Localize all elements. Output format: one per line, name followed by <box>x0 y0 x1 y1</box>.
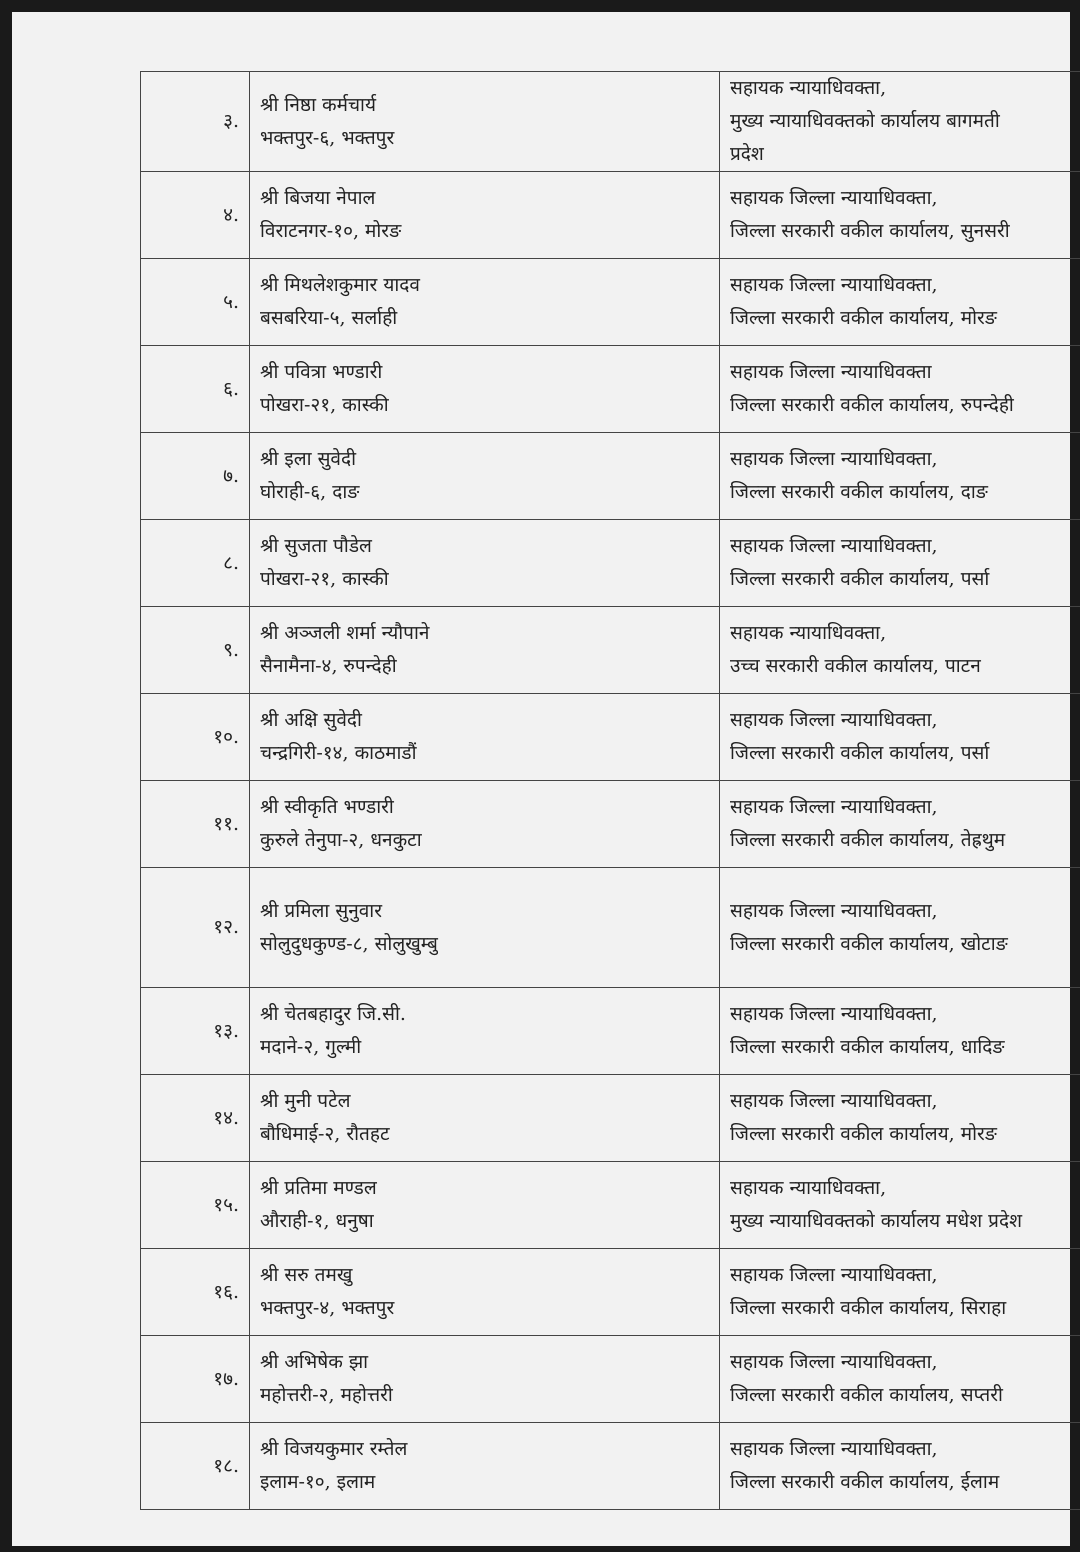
office-line: सहायक जिल्ला न्यायाधिवक्ता, <box>730 448 938 470</box>
person-name: श्री प्रमिला सुनुवार <box>260 899 382 922</box>
row-number: १४. <box>141 1075 250 1162</box>
row-number: १०. <box>141 694 250 781</box>
person-address: चन्द्रगिरी-१४, काठमाडौं <box>260 742 417 764</box>
table-row <box>141 1336 1080 1423</box>
office-line: जिल्ला सरकारी वकील कार्यालय, खोटाङ <box>730 932 1008 955</box>
person-cell <box>250 520 720 607</box>
person-cell <box>250 1423 720 1510</box>
person-name: श्री प्रतिमा मण्डल <box>260 1177 377 1199</box>
person-name: श्री स्वीकृति भण्डारी <box>260 796 394 818</box>
appointment-table <box>140 71 1080 1510</box>
office-cell <box>720 607 1080 694</box>
office-cell <box>720 781 1080 868</box>
office-cell <box>720 1075 1080 1162</box>
person-name: श्री अक्षि सुवेदी <box>260 709 362 731</box>
person-cell <box>250 1249 720 1336</box>
person-address: बौधिमाई-२, रौतहट <box>260 1123 390 1145</box>
table-row <box>141 1162 1080 1249</box>
row-number: १३. <box>141 988 250 1075</box>
office-line: सहायक न्यायाधिवक्ता, <box>730 622 887 644</box>
office-line: जिल्ला सरकारी वकील कार्यालय, सुनसरी <box>730 220 1010 242</box>
office-cell <box>720 172 1080 259</box>
person-name: श्री सुजता पौडेल <box>260 535 372 557</box>
office-line: मुख्य न्यायाधिवक्तको कार्यालय बागमती <box>730 110 1000 132</box>
person-name: श्री मिथलेशकुमार यादव <box>260 274 420 296</box>
office-cell <box>720 72 1080 172</box>
office-cell <box>720 1162 1080 1249</box>
office-line: जिल्ला सरकारी वकील कार्यालय, सप्तरी <box>730 1384 1003 1406</box>
person-cell <box>250 868 720 988</box>
person-cell <box>250 781 720 868</box>
office-cell <box>720 346 1080 433</box>
office-line: सहायक जिल्ला न्यायाधिवक्ता, <box>730 1003 938 1025</box>
person-address: सोलुदुधकुण्ड-८, सोलुखुम्बु <box>260 932 438 955</box>
office-cell <box>720 1249 1080 1336</box>
office-line: जिल्ला सरकारी वकील कार्यालय, सिराहा <box>730 1297 1007 1319</box>
office-line: सहायक जिल्ला न्यायाधिवक्ता, <box>730 899 938 922</box>
office-cell <box>720 988 1080 1075</box>
table-row <box>141 172 1080 259</box>
office-line: सहायक जिल्ला न्यायाधिवक्ता, <box>730 187 938 209</box>
office-line: सहायक जिल्ला न्यायाधिवक्ता, <box>730 709 938 731</box>
person-cell <box>250 1336 720 1423</box>
table-row <box>141 607 1080 694</box>
person-cell <box>250 1162 720 1249</box>
person-address: पोखरा-२१, कास्की <box>260 394 389 416</box>
table-row <box>141 72 1080 172</box>
person-cell <box>250 694 720 781</box>
person-address: औराही-१, धनुषा <box>260 1210 374 1232</box>
person-address: मदाने-२, गुल्मी <box>260 1036 362 1058</box>
office-cell <box>720 259 1080 346</box>
table-row <box>141 781 1080 868</box>
office-line: उच्च सरकारी वकील कार्यालय, पाटन <box>730 655 981 677</box>
office-line: मुख्य न्यायाधिवक्तको कार्यालय मधेश प्रदेश <box>730 1210 1022 1232</box>
office-cell <box>720 868 1080 988</box>
row-number: ८. <box>141 520 250 607</box>
office-line: सहायक जिल्ला न्यायाधिवक्ता, <box>730 1090 938 1112</box>
office-cell <box>720 1423 1080 1510</box>
office-line: सहायक जिल्ला न्यायाधिवक्ता, <box>730 1351 938 1373</box>
row-number: ४. <box>141 172 250 259</box>
table-row <box>141 1249 1080 1336</box>
row-number: १२. <box>141 868 250 988</box>
office-cell <box>720 433 1080 520</box>
row-number: १८. <box>141 1423 250 1510</box>
office-line: जिल्ला सरकारी वकील कार्यालय, रुपन्देही <box>730 394 1014 416</box>
table-row <box>141 988 1080 1075</box>
row-number: १७. <box>141 1336 250 1423</box>
person-name: श्री बिजया नेपाल <box>260 187 376 209</box>
office-cell <box>720 1336 1080 1423</box>
person-address: सैनामैना-४, रुपन्देही <box>260 655 397 677</box>
person-name: श्री निष्ठा कर्मचार्य <box>260 93 376 116</box>
office-line: जिल्ला सरकारी वकील कार्यालय, मोरङ <box>730 1123 997 1145</box>
person-address: भक्तपुर-४, भक्तपुर <box>260 1297 395 1319</box>
row-number: १६. <box>141 1249 250 1336</box>
office-line: जिल्ला सरकारी वकील कार्यालय, मोरङ <box>730 307 997 329</box>
row-number: ६. <box>141 346 250 433</box>
row-number: ७. <box>141 433 250 520</box>
person-name: श्री चेतबहादुर जि.सी. <box>260 1003 406 1025</box>
person-cell <box>250 988 720 1075</box>
person-address: भक्तपुर-६, भक्तपुर <box>260 126 395 149</box>
table-row <box>141 433 1080 520</box>
person-cell <box>250 172 720 259</box>
office-line: जिल्ला सरकारी वकील कार्यालय, तेह्रथुम <box>730 829 1006 851</box>
person-name: श्री विजयकुमार रम्तेल <box>260 1438 408 1460</box>
office-line: जिल्ला सरकारी वकील कार्यालय, ईलाम <box>730 1471 1000 1493</box>
row-number: ९. <box>141 607 250 694</box>
table-row <box>141 1423 1080 1510</box>
person-cell <box>250 433 720 520</box>
table-body <box>141 72 1080 1510</box>
person-cell <box>250 1075 720 1162</box>
office-line: जिल्ला सरकारी वकील कार्यालय, पर्सा <box>730 742 990 764</box>
person-name: श्री अञ्जली शर्मा न्यौपाने <box>260 622 430 644</box>
office-cell <box>720 520 1080 607</box>
office-line: जिल्ला सरकारी वकील कार्यालय, पर्सा <box>730 568 990 590</box>
office-line: सहायक जिल्ला न्यायाधिवक्ता, <box>730 274 938 296</box>
row-number: ११. <box>141 781 250 868</box>
office-line: सहायक जिल्ला न्यायाधिवक्ता, <box>730 1438 938 1460</box>
table-row <box>141 868 1080 988</box>
person-name: श्री सरु तमखु <box>260 1264 353 1286</box>
person-address: महोत्तरी-२, महोत्तरी <box>260 1384 393 1406</box>
office-line: सहायक जिल्ला न्यायाधिवक्ता, <box>730 796 938 818</box>
office-line: सहायक जिल्ला न्यायाधिवक्ता, <box>730 1264 938 1286</box>
document-page <box>12 12 1070 1546</box>
person-name: श्री इला सुवेदी <box>260 448 357 470</box>
person-address: घोराही-६, दाङ <box>260 481 360 503</box>
person-cell <box>250 72 720 172</box>
table-row <box>141 520 1080 607</box>
person-name: श्री मुनी पटेल <box>260 1090 351 1112</box>
person-address: इलाम-१०, इलाम <box>260 1471 376 1493</box>
office-line: जिल्ला सरकारी वकील कार्यालय, धादिङ <box>730 1036 1005 1058</box>
person-cell <box>250 607 720 694</box>
person-address: विराटनगर-१०, मोरङ <box>260 220 402 242</box>
office-line: सहायक न्यायाधिवक्ता, <box>730 1177 887 1199</box>
office-line: सहायक जिल्ला न्यायाधिवक्ता <box>730 361 932 383</box>
row-number: ३. <box>141 72 250 172</box>
office-line: सहायक जिल्ला न्यायाधिवक्ता, <box>730 535 938 557</box>
table-row <box>141 694 1080 781</box>
person-address: पोखरा-२१, कास्की <box>260 568 389 590</box>
row-number: ५. <box>141 259 250 346</box>
person-address: कुरुले तेनुपा-२, धनकुटा <box>260 829 422 851</box>
row-number: १५. <box>141 1162 250 1249</box>
table-row <box>141 1075 1080 1162</box>
person-address: बसबरिया-५, सर्लाही <box>260 307 398 329</box>
office-line: जिल्ला सरकारी वकील कार्यालय, दाङ <box>730 481 988 503</box>
table-row <box>141 259 1080 346</box>
person-name: श्री पवित्रा भण्डारी <box>260 361 383 383</box>
person-cell <box>250 346 720 433</box>
office-cell <box>720 694 1080 781</box>
office-line: सहायक न्यायाधिवक्ता, <box>730 77 887 99</box>
person-cell <box>250 259 720 346</box>
table-row <box>141 346 1080 433</box>
office-line: प्रदेश <box>730 143 764 165</box>
person-name: श्री अभिषेक झा <box>260 1351 369 1373</box>
